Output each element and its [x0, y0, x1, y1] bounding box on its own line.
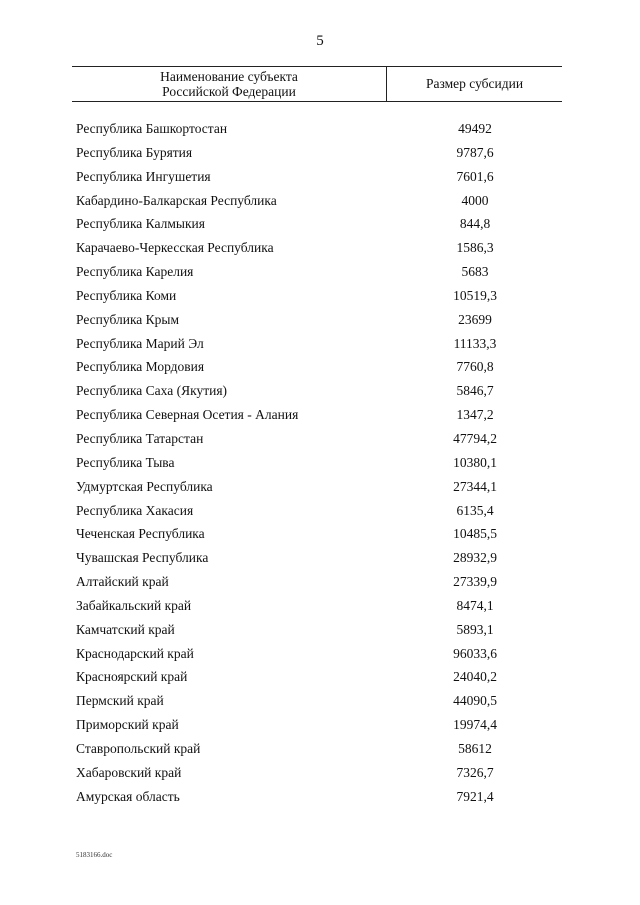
- row-subject-name: Красноярский край: [76, 669, 188, 685]
- header-subsidy-amount: Размер субсидии: [425, 76, 524, 91]
- table-row: [0, 715, 640, 739]
- row-subsidy-amount: 96033,6: [453, 645, 497, 661]
- table-row: [0, 763, 640, 787]
- row-subject-name: Республика Калмыкия: [76, 216, 205, 232]
- row-subsidy-amount: 5893,1: [456, 621, 494, 637]
- table-row: [0, 286, 640, 310]
- row-subject-name: Чеченская Республика: [76, 526, 205, 542]
- table-row: [0, 357, 640, 381]
- table-row: [0, 596, 640, 620]
- row-subject-name: Республика Бурятия: [76, 144, 193, 160]
- table-row: [0, 167, 640, 191]
- table-row: [0, 477, 640, 501]
- row-subject-name: Республика Ингушетия: [76, 168, 211, 184]
- row-subsidy-amount: 7601,6: [456, 168, 494, 184]
- row-subsidy-amount: 10485,5: [453, 526, 497, 542]
- row-subject-name: Республика Саха (Якутия): [76, 383, 228, 399]
- table-row: [0, 524, 640, 548]
- row-subsidy-amount: 7760,8: [456, 359, 494, 375]
- table-row: [0, 381, 640, 405]
- row-subsidy-amount: 6135,4: [456, 502, 494, 518]
- table-header: [72, 66, 562, 102]
- row-subject-name: Республика Хакасия: [76, 502, 194, 518]
- row-subject-name: Удмуртская Республика: [76, 478, 213, 494]
- row-subsidy-amount: 47794,2: [453, 430, 497, 446]
- row-subsidy-amount: 1586,3: [456, 240, 494, 256]
- footer-doc-id: 5183166.doc: [76, 851, 113, 859]
- row-subject-name: Амурская область: [76, 788, 180, 804]
- table-body: [0, 119, 640, 810]
- table-row: [0, 739, 640, 763]
- row-subject-name: Камчатский край: [76, 621, 175, 637]
- header-subject-name-line1: Наименование субъекта: [160, 69, 298, 84]
- row-subject-name: Ставропольский край: [76, 740, 201, 756]
- header-subject-name-line2: Российской Федерации: [162, 84, 296, 99]
- table-row: [0, 644, 640, 668]
- table-row: [0, 238, 640, 262]
- table-row: [0, 667, 640, 691]
- row-subject-name: Республика Карелия: [76, 264, 194, 280]
- row-subject-name: Приморский край: [76, 717, 179, 733]
- table-row: [0, 548, 640, 572]
- row-subject-name: Республика Северная Осетия - Алания: [76, 407, 299, 423]
- row-subsidy-amount: 19974,4: [453, 717, 497, 733]
- row-subsidy-amount: 8474,1: [456, 597, 494, 613]
- row-subsidy-amount: 844,8: [459, 216, 491, 232]
- table-row: [0, 501, 640, 525]
- row-subject-name: Хабаровский край: [76, 764, 182, 780]
- row-subsidy-amount: 27339,9: [453, 574, 497, 590]
- row-subject-name: Республика Коми: [76, 287, 177, 303]
- table-row: [0, 429, 640, 453]
- table-row: [0, 119, 640, 143]
- table-row: [0, 620, 640, 644]
- table-row: [0, 310, 640, 334]
- row-subject-name: Республика Тыва: [76, 454, 175, 470]
- table-row: [0, 453, 640, 477]
- table-row: [0, 191, 640, 215]
- table-row: [0, 691, 640, 715]
- table-row: [0, 334, 640, 358]
- row-subject-name: Республика Крым: [76, 311, 180, 327]
- row-subject-name: Карачаево-Черкесская Республика: [76, 240, 274, 256]
- row-subsidy-amount: 5683: [461, 264, 489, 280]
- table-row: [0, 787, 640, 811]
- row-subsidy-amount: 4000: [461, 192, 489, 208]
- row-subsidy-amount: 49492: [458, 121, 492, 136]
- row-subsidy-amount: 10519,3: [453, 287, 497, 303]
- row-subject-name: Забайкальский край: [76, 597, 192, 613]
- row-subsidy-amount: 9787,6: [456, 144, 494, 160]
- page-number: 5: [316, 33, 324, 49]
- row-subject-name: Чувашская Республика: [76, 550, 209, 566]
- row-subject-name: Республика Марий Эл: [76, 335, 204, 351]
- row-subsidy-amount: 23699: [458, 311, 492, 327]
- row-subsidy-amount: 58612: [458, 740, 492, 756]
- row-subject-name: Краснодарский край: [76, 645, 194, 661]
- row-subsidy-amount: 7326,7: [456, 764, 494, 780]
- row-subsidy-amount: 28932,9: [453, 550, 497, 566]
- table-row: [0, 572, 640, 596]
- row-subsidy-amount: 11133,3: [453, 335, 497, 351]
- row-subsidy-amount: 27344,1: [453, 478, 497, 494]
- row-subject-name: Пермский край: [76, 693, 164, 709]
- row-subject-name: Республика Татарстан: [76, 430, 204, 446]
- row-subsidy-amount: 5846,7: [456, 383, 494, 399]
- table-row: [0, 214, 640, 238]
- row-subject-name: Кабардино-Балкарская Республика: [76, 192, 277, 208]
- table-row: [0, 262, 640, 286]
- row-subsidy-amount: 7921,4: [456, 788, 494, 804]
- row-subsidy-amount: 44090,5: [453, 693, 497, 709]
- row-subsidy-amount: 24040,2: [453, 669, 497, 685]
- table-row: [0, 143, 640, 167]
- header-subject-name: [72, 69, 386, 99]
- row-subject-name: Республика Башкортостан: [76, 121, 228, 136]
- row-subject-name: Республика Мордовия: [76, 359, 205, 375]
- row-subject-name: Алтайский край: [76, 574, 169, 590]
- row-subsidy-amount: 10380,1: [453, 454, 497, 470]
- table-row: [0, 405, 640, 429]
- row-subsidy-amount: 1347,2: [456, 407, 494, 423]
